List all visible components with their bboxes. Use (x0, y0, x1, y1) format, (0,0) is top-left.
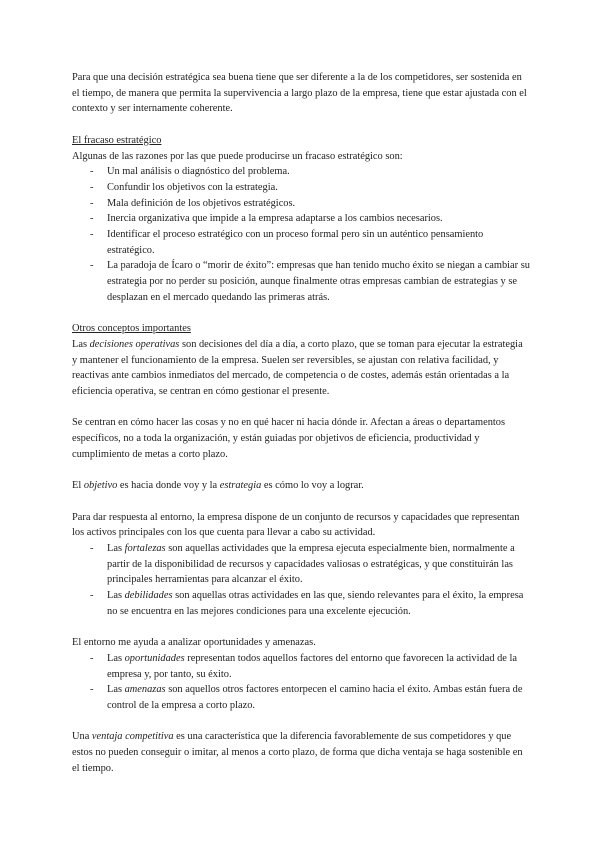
decisiones-operativas-paragraph (72, 337, 530, 400)
list-item: - Mala definición de los objetivos estratégicos. (72, 196, 530, 212)
fracaso-list (72, 164, 530, 305)
term-debilidades: debilidades (124, 590, 173, 602)
term-estrategia: estrategia (219, 480, 262, 492)
list-item: - Identificar el proceso estratégico con un proceso formal pero sin un auténtico pensamiento estratégico. (72, 227, 530, 258)
text-run: es cómo lo voy a lograr. (261, 480, 364, 492)
list-item (72, 541, 530, 588)
text-run: El (72, 480, 84, 492)
entorno-paragraph: El entorno me ayuda a analizar oportunidades y amenazas. (72, 637, 316, 649)
text-run: Las (107, 590, 125, 602)
term-oportunidades: oportunidades (124, 652, 185, 664)
document-body (72, 70, 530, 777)
section-heading-otros: Otros conceptos importantes (72, 323, 191, 335)
text-run: Una (72, 731, 92, 743)
text-run: Las (107, 684, 125, 696)
objetivo-estrategia-paragraph (72, 478, 530, 494)
list-item (72, 588, 530, 619)
list-item: - Un mal análisis o diagnóstico del problema. (72, 164, 530, 180)
term-objetivo: objetivo (83, 480, 118, 492)
list-item: - Confundir los objetivos con la estrategia. (72, 180, 530, 196)
text-run: Las (72, 338, 90, 350)
como-hacer-paragraph: Se centran en cómo hacer las cosas y no en qué hacer ni hacia dónde ir. Afectan a áreas o departamentos específicos, no a toda la organización, y están guiadas por objetivos de eficiencia, productividad y cumplimiento de metas a corto plazo. (72, 417, 506, 460)
list-item: - Inercia organizativa que impide a la empresa adaptarse a los cambios necesarios. (72, 211, 530, 227)
internal-factors-list (72, 541, 530, 620)
ventaja-competitiva-paragraph (72, 729, 530, 776)
term-amenazas: amenazas (124, 684, 166, 696)
text-run: es hacia donde voy y la (117, 480, 220, 492)
external-factors-list (72, 651, 530, 714)
term-fortalezas: fortalezas (124, 543, 166, 555)
term-decisiones-operativas: decisiones operativas (89, 338, 180, 350)
text-run: es una característica que la diferencia favorablemente de sus competidores y que estos no pueden conseguir o imitar, al menos a corto plazo, de forma que dicha ventaja se haga sostenible en el tiempo. (72, 731, 523, 774)
list-item (72, 682, 530, 713)
text-run: representan todos aquellos factores del entorno que favorecen la actividad de la empresa y, por tanto, su éxito. (107, 652, 518, 680)
text-run: son aquellas otras actividades en las que, siendo relevantes para el éxito, la empresa no se encuentra en las mejores condiciones para una excelente ejecución. (107, 590, 524, 617)
text-run: son aquellas actividades que la empresa ejecuta especialmente bien, normalmente a partir de la disponibilidad de recursos y capacidades valiosas o estratégicas, y que constituirán las principales herramientas para alcanzar el éxito. (107, 543, 515, 586)
text-run: Las (107, 543, 125, 555)
intro-paragraph: Para que una decisión estratégica sea buena tiene que ser diferente a la de los competidores, ser sostenida en el tiempo, de manera que permita la supervivencia a largo plazo de la empresa, tiene que estar ajustada con el contexto y ser internamente coherente. (72, 72, 527, 115)
fracaso-lead: Algunas de las razones por las que puede producirse un fracaso estratégico son: (72, 150, 403, 162)
recursos-paragraph: Para dar respuesta al entorno, la empresa dispone de un conjunto de recursos y capacidades que representan los activos principales con los que cuenta para llevar a cabo su actividad. (72, 511, 520, 539)
text-run: son decisiones del día a día, a corto plazo, que se toman para ejecutar la estrategia y mantener el funcionamiento de la empresa. Suelen ser reversibles, se ajustan con relativa facilidad, y reactivas ante cambios inmediatos del mercado, de competencia o de costes, además están orientadas a la eficiencia operativa, se centran en cómo gestionar el presente. (72, 338, 523, 398)
section-heading-fracaso: El fracaso estratégico (72, 134, 162, 146)
list-item: - La paradoja de Ícaro o “morir de éxito”: empresas que han tenido mucho éxito se niegan a cambiar su estrategia por no perder su posición, aunque finalmente otras empresas cambian de estrategias y se desplazan en el mercado quedando las primeras atrás. (72, 258, 530, 305)
text-run: son aquellos otros factores entorpecen el camino hacia el éxito. Ambas están fuera de control de la empresa a corto plazo. (107, 684, 523, 712)
text-run: Las (107, 652, 125, 664)
list-item (72, 651, 530, 682)
term-ventaja-competitiva: ventaja competitiva (91, 731, 174, 743)
